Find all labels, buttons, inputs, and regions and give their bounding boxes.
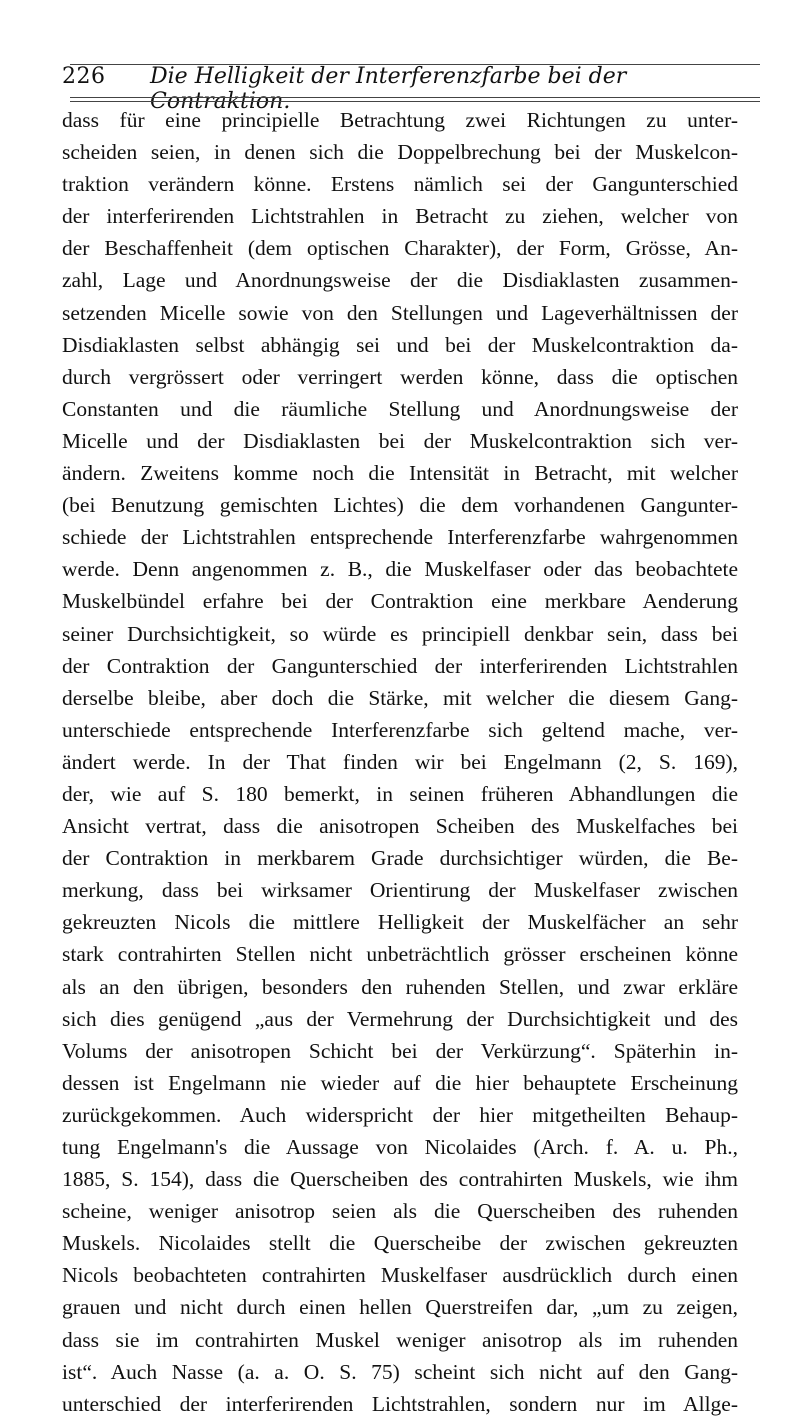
text-line: Constanten und die räumliche Stellung und Anordnungsweise der [62,396,738,421]
text-line: seiner Durchsichtigkeit, so würde es principiell denkbar sein, dass bei [62,621,738,646]
text-line: werde. Denn angenommen z. B., die Muskelfaser oder das beobachtete [62,557,738,582]
text-line: als an den übrigen, besonders den ruhenden Stellen, und zwar erkläre [62,974,738,999]
text-line: merkung, dass bei wirksamer Orientirung der Muskelfaser zwischen [62,878,738,903]
text-line: unterschied der interferirenden Lichtstrahlen, sondern nur im Allge- [62,1391,738,1416]
text-line: der Contraktion der Gangunterschied der interferirenden Lichtstrahlen [62,653,738,678]
text-line: dessen ist Engelmann nie wieder auf die hier behauptete Erscheinung [62,1070,738,1095]
text-line: Muskelbündel erfahre bei der Contraktion eine merkbare Aenderung [62,589,738,614]
text-line: unterschiede entsprechende Interferenzfarbe sich geltend mache, ver- [62,717,738,742]
header-rule [70,97,760,98]
text-line: der interferirenden Lichtstrahlen in Betracht zu ziehen, welcher von [62,204,738,229]
text-line: Ansicht vertrat, dass die anisotropen Scheiben des Muskelfaches bei [62,814,738,839]
page-number: 226 [62,64,106,89]
header-rule-double [70,101,760,102]
text-line: gekreuzten Nicols die mittlere Helligkeit der Muskelfächer an sehr [62,910,738,935]
text-line: zahl, Lage und Anordnungsweise der die Disdiaklasten zusammen- [62,268,738,293]
text-line: ändern. Zweitens komme noch die Intensität in Betracht, mit welcher [62,461,738,486]
text-line: der Contraktion in merkbarem Grade durchsichtiger würden, die Be- [62,846,738,871]
text-line: derselbe bleibe, aber doch die Stärke, mit welcher die diesem Gang- [62,685,738,710]
text-line: der, wie auf S. 180 bemerkt, in seinen früheren Abhandlungen die [62,781,738,806]
text-line: Nicols beobachteten contrahirten Muskelfaser ausdrücklich durch einen [62,1263,738,1288]
running-title: Die Helligkeit der Interferenzfarbe bei der Contraktion. [150,64,627,114]
text-line: Muskels. Nicolaides stellt die Querscheibe der zwischen gekreuzten [62,1231,738,1256]
text-line: stark contrahirten Stellen nicht unbeträchtlich grösser erscheinen könne [62,942,738,967]
text-line: der Beschaffenheit (dem optischen Charakter), der Form, Grösse, An- [62,236,738,261]
text-line: durch vergrössert oder verringert werden könne, dass die optischen [62,364,738,389]
body-text [62,104,738,1420]
text-line: traktion verändern könne. Erstens nämlich sei der Gangunterschied [62,172,738,197]
text-line: (bei Benutzung gemischten Lichtes) die dem vorhandenen Gangunter- [62,493,738,518]
text-line: zurückgekommen. Auch widerspricht der hier mitgetheilten Behaup- [62,1102,738,1127]
text-line: scheine, weniger anisotrop seien als die Querscheiben des ruhenden [62,1199,738,1224]
text-line: dass sie im contrahirten Muskel weniger anisotrop als im ruhenden [62,1327,738,1352]
text-line: setzenden Micelle sowie von den Stellungen und Lageverhältnissen der [62,300,738,325]
page-header [40,64,760,114]
text-line: tung Engelmann's die Aussage von Nicolaides (Arch. f. A. u. Ph., [62,1135,738,1159]
text-line: sich dies genügend „aus der Vermehrung der Durchsichtigkeit und des [62,1006,738,1031]
text-line: Volums der anisotropen Schicht bei der Verkürzung“. Späterhin in- [62,1038,738,1063]
text-line: Micelle und der Disdiaklasten bei der Muskelcontraktion sich ver- [62,428,738,453]
text-line: 1885, S. 154), dass die Querscheiben des contrahirten Muskels, wie ihm [62,1167,738,1192]
text-line: Disdiaklasten selbst abhängig sei und bei der Muskelcontraktion da- [62,332,738,357]
text-line: scheiden seien, in denen sich die Doppelbrechung bei der Muskelcon- [62,140,738,165]
text-line: ist“. Auch Nasse (a. a. O. S. 75) scheint sich nicht auf den Gang- [62,1359,738,1384]
text-line: ändert werde. In der That finden wir bei Engelmann (2, S. 169), [62,749,738,774]
text-line: dass für eine principielle Betrachtung zwei Richtungen zu unter- [62,108,738,132]
text-line: schiede der Lichtstrahlen entsprechende Interferenzfarbe wahrgenommen [62,525,738,550]
text-line: grauen und nicht durch einen hellen Querstreifen dar, „um zu zeigen, [62,1295,738,1320]
